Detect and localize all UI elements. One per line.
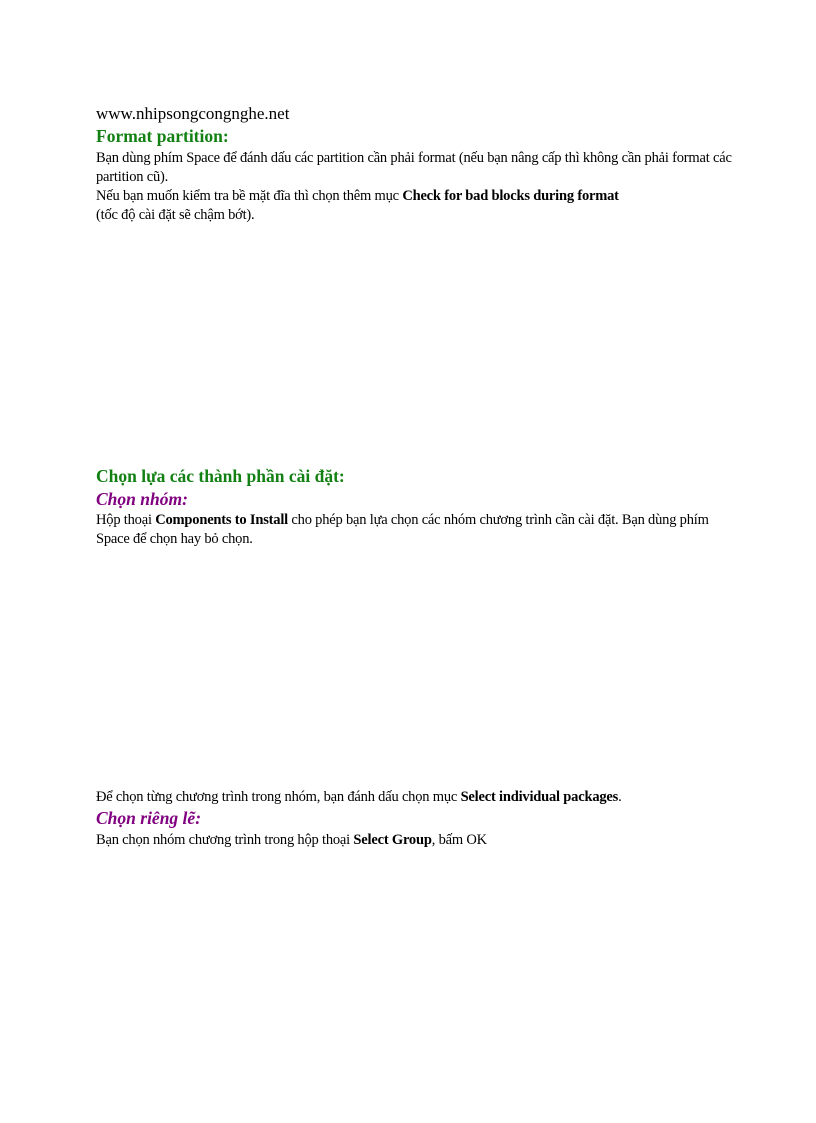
select-individual-packages-label: Select individual packages [460, 789, 619, 805]
format-p2-text: Nếu bạn muốn kiểm tra bề mặt đĩa thì chọn thêm mục [96, 188, 403, 204]
choose-individual-heading: Chọn riêng lẽ: [96, 808, 202, 828]
components-paragraph-1 [96, 511, 736, 549]
format-partition-heading: Format partition: [96, 126, 229, 146]
components-p3-before: Bạn chọn nhóm chương trình trong hộp thoại [96, 832, 354, 848]
components-p2-before: Để chọn từng chương trình trong nhóm, bạn đánh dấu chọn mục [96, 789, 461, 805]
components-to-install-label: Components to Install [155, 512, 288, 528]
check-bad-blocks-label: Check for bad blocks during format [402, 188, 619, 204]
components-heading: Chọn lựa các thành phần cài đặt: [96, 466, 345, 486]
components-p2-after: . [618, 789, 622, 805]
site-url: www.nhipsongcongnghe.net [96, 104, 290, 123]
select-group-label: Select Group [353, 832, 432, 848]
components-p1-before: Hộp thoại [96, 512, 156, 528]
choose-group-heading: Chọn nhóm: [96, 489, 188, 509]
format-paragraph-1: Bạn dùng phím Space để đánh dấu các partition cần phải format (nếu bạn nâng cấp thì không cần phải format các partition cũ). [96, 150, 732, 185]
format-p2-note: (tốc độ cài đặt sẽ chậm bớt). [96, 207, 255, 223]
components-p3-after: , bấm OK [431, 832, 487, 848]
format-paragraph-2 [96, 187, 736, 225]
components-paragraph-2 [96, 788, 736, 807]
components-paragraph-3 [96, 831, 736, 850]
components-p1-after: cho phép bạn lựa chọn các nhóm chương trình cần cài đặt. Bạn dùng phím Space để chọn hay bỏ chọn. [96, 512, 709, 547]
